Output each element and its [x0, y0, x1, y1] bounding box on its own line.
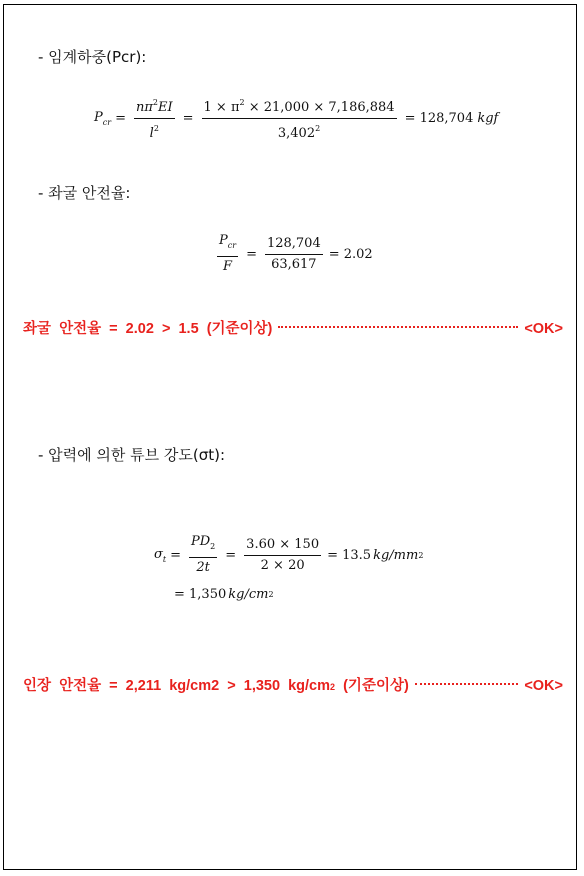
hoop-stress-line2: [174, 587, 274, 602]
sub-num-b: × 21,000 × 7,186,884: [244, 100, 395, 115]
hoop-stress-equation: [154, 534, 423, 576]
pcr-symbol: [94, 110, 111, 127]
f-letter: F: [223, 259, 233, 274]
stress-converted-unit: kg/cm: [228, 587, 269, 602]
2t-text: 2t: [196, 560, 210, 575]
stress-result: = 13.5: [327, 547, 372, 563]
sigma-subscript: t: [162, 554, 167, 564]
tension-safety-result: [23, 674, 563, 695]
buckling-safety-equation: [213, 233, 373, 275]
equals-sign: =: [115, 111, 126, 126]
2t-denominator: [196, 558, 210, 576]
dotted-leader: [278, 326, 518, 328]
euler-num-tail: EI: [157, 100, 173, 115]
euler-den-sup: 2: [153, 124, 159, 133]
sub-num-sup: 2: [239, 98, 245, 107]
critical-load-heading: - 임계하중(Pcr):: [38, 48, 147, 66]
pcr-letter: P: [94, 110, 103, 125]
buckling-result-text: 좌굴 안전율 = 2.02 > 1.5 (기준이상): [23, 321, 273, 337]
dotted-leader: [415, 683, 519, 685]
stress-denominator: 2 × 20: [260, 557, 305, 573]
sub-den-text: 3,402: [277, 126, 316, 141]
sigma-letter: σ: [154, 546, 163, 562]
pcr-over-f-fraction: [217, 233, 238, 275]
sub-num-a: 1 × π: [203, 100, 240, 115]
stress-numerator: 3.60 × 150: [244, 537, 321, 556]
euler-num-sup: 2: [152, 98, 158, 107]
equals-sign: =: [225, 547, 237, 563]
substituted-fraction: [202, 95, 397, 142]
pd-over-2t-fraction: [189, 534, 217, 576]
euler-num-text: nπ: [135, 100, 153, 115]
substituted-numerator: [202, 95, 397, 119]
pcr-num-letter: P: [219, 233, 228, 248]
pd-text: PD: [191, 534, 211, 549]
value-denominator: 63,617: [271, 256, 317, 272]
critical-load-unit: kgf: [477, 111, 499, 126]
stress-unit-sup: 2: [418, 550, 424, 560]
euler-numerator: [134, 95, 175, 119]
stress-converted-sup: 2: [268, 590, 274, 599]
equals-sign: =: [246, 246, 257, 262]
euler-formula-fraction: [134, 95, 175, 142]
pd-numerator: [189, 534, 217, 558]
critical-load-equation: [94, 95, 498, 142]
equals-sign: =: [182, 111, 194, 126]
f-denominator: [223, 257, 232, 275]
pcr-numerator: [217, 233, 238, 257]
value-numerator: 128,704: [265, 236, 323, 255]
critical-load-result: = 128,704: [404, 111, 474, 126]
euler-denominator: [150, 119, 159, 142]
buckling-safety-heading: - 좌굴 안전율:: [38, 184, 131, 202]
sub-den-sup: 2: [315, 124, 321, 133]
document-page: [3, 4, 577, 870]
tube-strength-heading: - 압력에 의한 튜브 강도(σt):: [38, 446, 226, 464]
ok-label: <OK>: [524, 678, 563, 694]
value-fraction: [265, 236, 323, 273]
stress-converted-value: = 1,350: [174, 587, 227, 602]
sigma-symbol: [154, 547, 166, 564]
stress-unit: kg/mm: [373, 547, 419, 563]
ok-label: <OK>: [524, 321, 563, 337]
substituted-denominator: [278, 119, 320, 142]
pd-sub: 2: [210, 542, 216, 551]
tension-result-criterion: (기준이상): [335, 678, 409, 694]
pcr-num-sub: cr: [227, 241, 237, 250]
stress-value-fraction: [244, 537, 321, 574]
euler-den-text: l: [149, 126, 154, 141]
equals-sign: =: [170, 547, 181, 563]
tension-result-sup: 2: [330, 682, 336, 692]
buckling-safety-result: [23, 317, 563, 338]
buckling-safety-value: = 2.02: [328, 246, 373, 262]
tension-result-text: 인장 안전율 = 2,211 kg/cm2 > 1,350 kg/cm: [23, 678, 331, 694]
pcr-subscript: cr: [102, 118, 112, 127]
